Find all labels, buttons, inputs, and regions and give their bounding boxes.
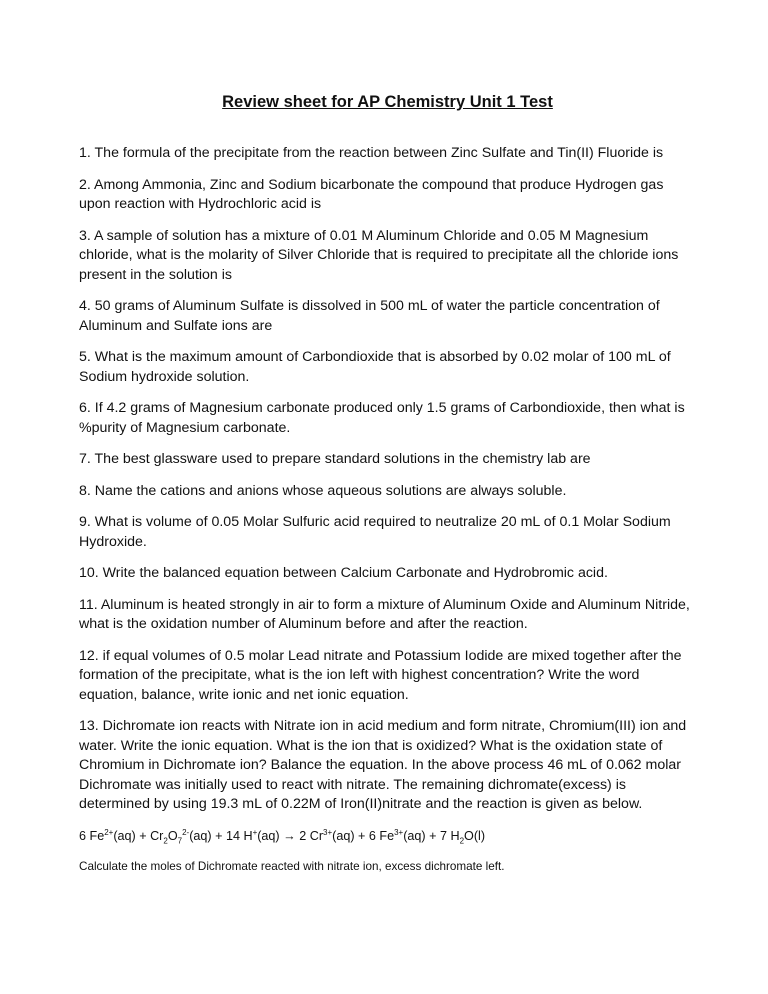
question-5: 5. What is the maximum amount of Carbondioxide that is absorbed by 0.02 molar of 100 mL of Sodium hydroxide solution. bbox=[79, 349, 671, 385]
question-12: 12. if equal volumes of 0.5 molar Lead nitrate and Potassium Iodide are mixed together after the formation of the precipitate, what is the ion left with highest concentration? Write the word equation, balance, write ionic and net ionic equation. bbox=[79, 647, 682, 703]
question-13: 13. Dichromate ion reacts with Nitrate ion in acid medium and form nitrate, Chromium(III) ion and water. Write the ionic equation. What is the ion that is oxidized? What is the oxidation state of Chromium in Dichromate ion? Balance the equation. In the above process 46 mL of 0.062 molar Dichromate was initially used to react with nitrate. The remaining dichromate(excess) is determined by using 19.3 mL of 0.22M of Iron(II)nitrate and the reaction is given as below. bbox=[79, 718, 687, 812]
eq-charge: 3+ bbox=[323, 827, 333, 837]
eq-text: 2 Cr bbox=[295, 828, 324, 843]
eq-text: 6 Fe bbox=[79, 828, 105, 843]
eq-charge: + bbox=[252, 827, 258, 837]
question-list bbox=[79, 144, 696, 875]
question-2: 2. Among Ammonia, Zinc and Sodium bicarbonate the compound that produce Hydrogen gas upon reaction with Hydrochloric acid is bbox=[79, 176, 664, 212]
calculation-note: Calculate the moles of Dichromate reacted with nitrate ion, excess dichromate left. bbox=[79, 859, 505, 873]
question-7: 7. The best glassware used to prepare standard solutions in the chemistry lab are bbox=[79, 451, 591, 467]
question-4: 4. 50 grams of Aluminum Sulfate is dissolved in 500 mL of water the particle concentration of Aluminum and Sulfate ions are bbox=[79, 298, 660, 334]
question-3: 3. A sample of solution has a mixture of 0.01 M Aluminum Chloride and 0.05 M Magnesium chloride, what is the molarity of Silver Chloride that is required to precipitate all the chloride ions present in the solution is bbox=[79, 227, 679, 283]
question-11: 11. Aluminum is heated strongly in air to form a mixture of Aluminum Oxide and Aluminum Nitride, what is the oxidation number of Aluminum before and after the reaction. bbox=[79, 596, 690, 632]
arrow-icon: → bbox=[283, 828, 296, 843]
redox-equation bbox=[79, 827, 696, 845]
eq-text: (aq) + Cr bbox=[113, 828, 164, 843]
eq-charge: 2- bbox=[182, 827, 190, 837]
question-10: 10. Write the balanced equation between Calcium Carbonate and Hydrobromic acid. bbox=[79, 565, 608, 581]
eq-charge: 3+ bbox=[394, 827, 404, 837]
eq-text: O bbox=[167, 828, 178, 843]
page-title: Review sheet for AP Chemistry Unit 1 Test bbox=[222, 93, 553, 111]
question-9: 9. What is volume of 0.05 Molar Sulfuric acid required to neutralize 20 mL of 0.1 Molar Sodium Hydroxide. bbox=[79, 514, 671, 550]
question-6: 6. If 4.2 grams of Magnesium carbonate produced only 1.5 grams of Carbondioxide, then what is %purity of Magnesium carbonate. bbox=[79, 400, 685, 436]
eq-text: (aq) + 6 Fe bbox=[332, 828, 395, 843]
eq-text: O(l) bbox=[464, 828, 486, 843]
eq-charge: 2+ bbox=[104, 827, 114, 837]
eq-text: (aq) + 7 H bbox=[403, 828, 460, 843]
eq-text: (aq) + 14 H bbox=[189, 828, 253, 843]
question-8: 8. Name the cations and anions whose aqueous solutions are always soluble. bbox=[79, 482, 567, 499]
eq-subscript: 2 bbox=[163, 836, 168, 846]
eq-text: (aq) bbox=[257, 828, 284, 843]
question-1: 1. The formula of the precipitate from the reaction between Zinc Sulfate and Tin(II) Fluoride is bbox=[79, 145, 664, 161]
eq-subscript: 7 bbox=[177, 836, 183, 846]
eq-subscript: 2 bbox=[459, 836, 465, 846]
